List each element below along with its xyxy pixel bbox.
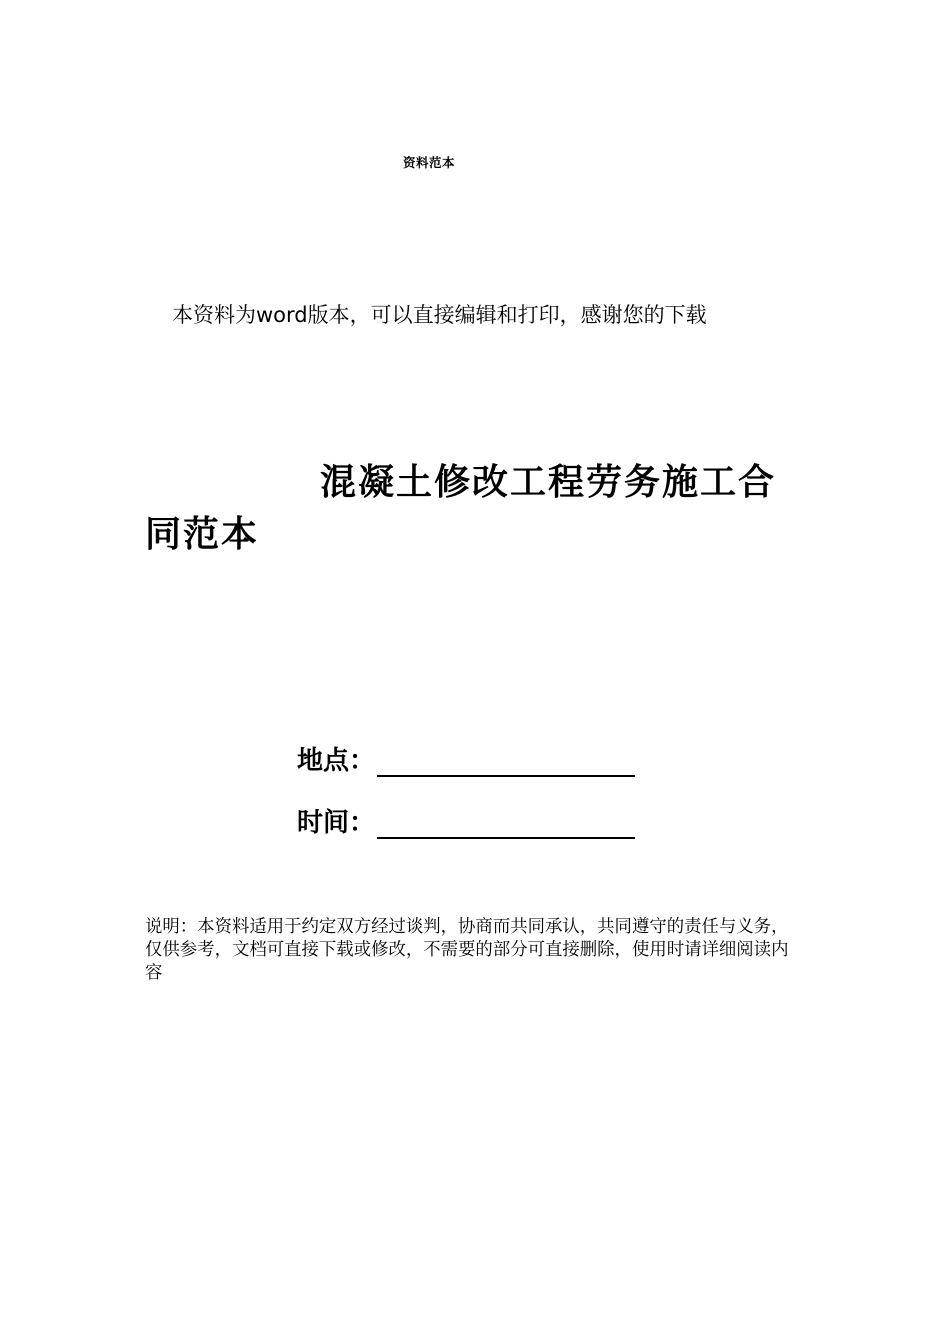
time-label: 时间： — [297, 808, 376, 838]
header-label: 资料范本 — [403, 155, 456, 170]
time-blank-line — [377, 807, 635, 839]
usage-note: 说明：本资料适用于约定双方经过谈判，协商而共同承认，共同遵守的责任与义务，仅供参考，文档可直接下载或修改，不需要的部分可直接删除，使用时请详细阅读内容 — [145, 917, 789, 983]
time-field — [297, 802, 635, 839]
location-label: 地点： — [297, 746, 376, 776]
download-notice: 本资料为word版本，可以直接编辑和打印，感谢您的下载 — [172, 303, 707, 327]
document-title: 混凝土修改工程劳务施工合同范本 — [145, 462, 777, 555]
location-field — [297, 740, 635, 777]
location-blank-line — [377, 745, 635, 777]
